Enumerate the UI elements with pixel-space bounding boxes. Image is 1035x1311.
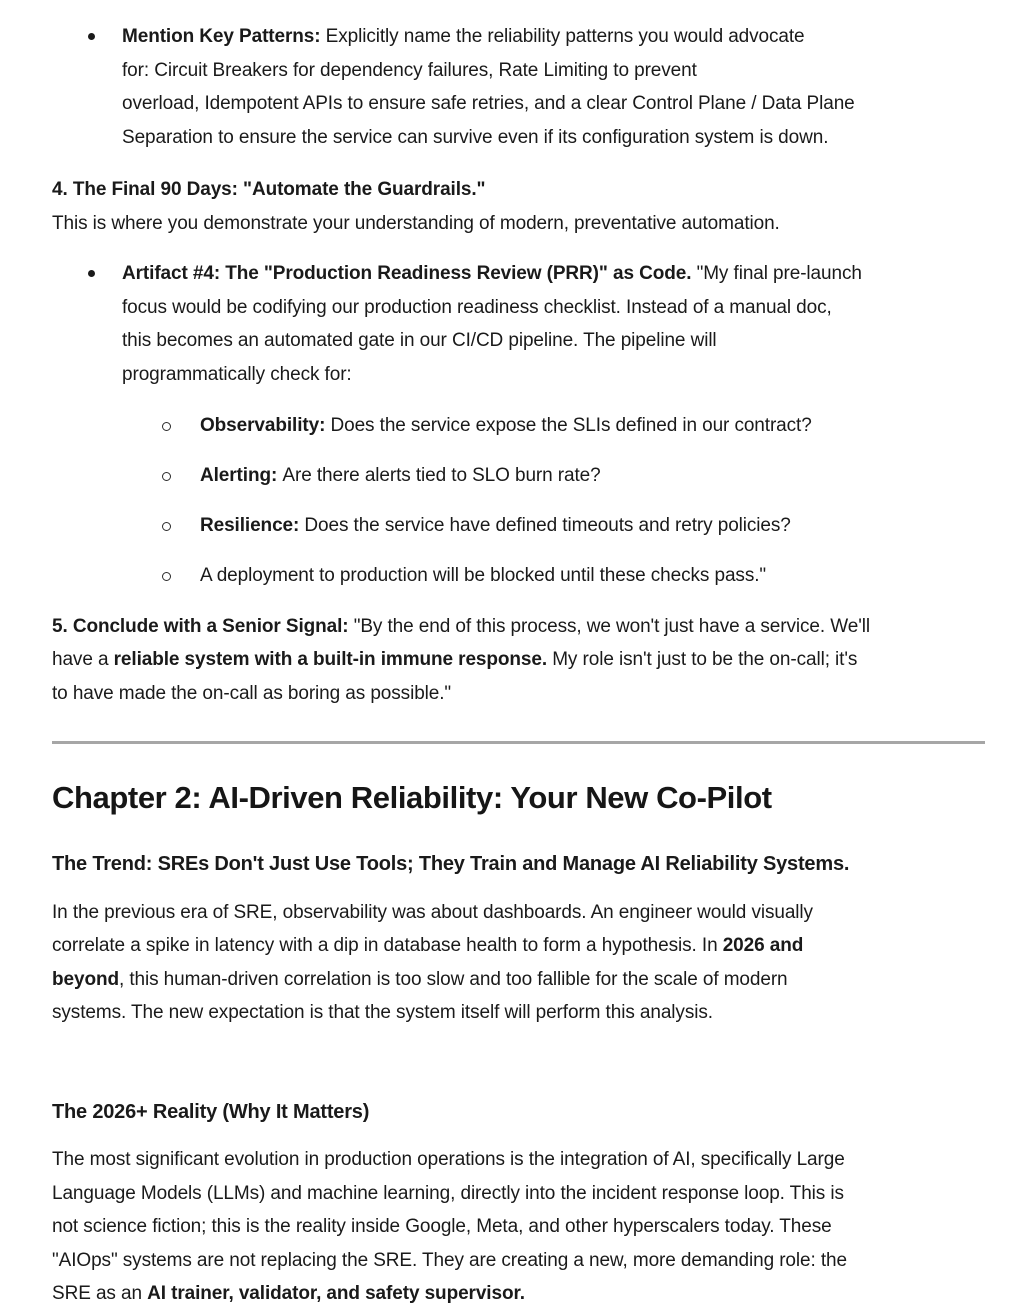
section-4-heading-paragraph: 4. The Final 90 Days: "Automate the Guardrails." This is where you demonstrate your understanding of modern, preventative automation. <box>52 179 780 234</box>
list-item-text: Resilience: Does the service have defined timeouts and retry policies? <box>200 515 791 536</box>
list-item-text: A deployment to production will be blocked until these checks pass." <box>200 565 767 586</box>
section-divider <box>52 741 985 744</box>
list-item-deployment-blocked <box>52 559 985 593</box>
bullet-list-artifact <box>52 257 985 391</box>
bullet-list-patterns <box>52 20 985 154</box>
evolution-paragraph: The most significant evolution in production operations is the integration of AI, specifically Large Language Models (LLMs) and machine learning, directly into the incident response loop. This is not science fiction; this is the reality inside Google, Meta, and other hyperscalers today. These "AIOps" systems are not replacing the SRE. They are creating a new, more demanding role: the SRE as an AI trainer, validator, and safety supervisor. <box>52 1149 847 1304</box>
circle-bullet-icon <box>162 422 171 431</box>
section-5-conclude-paragraph: 5. Conclude with a Senior Signal: "By the end of this process, we won't just have a service. We'll have a reliable system with a built-in immune response. My role isn't just to be the on-call; it's to have made the on-call as boring as possible." <box>52 615 870 704</box>
list-item-text: Observability: Does the service expose the SLIs defined in our contract? <box>200 415 812 436</box>
chapter-2-title: Chapter 2: AI-Driven Reliability: Your New Co-Pilot <box>52 780 772 815</box>
sub-bullet-list-checks <box>52 409 985 593</box>
circle-bullet-icon <box>162 572 171 581</box>
list-item-artifact-4 <box>52 257 985 391</box>
list-item-alerting <box>52 459 985 493</box>
disc-bullet-icon <box>88 33 95 40</box>
previous-era-paragraph: In the previous era of SRE, observability was about dashboards. An engineer would visually correlate a spike in latency with a dip in database health to form a hypothesis. In 2026 and beyond, this human-driven correlation is too slow and too fallible for the scale of modern systems. The new expectation is that the system itself will perform this analysis. <box>52 901 813 1023</box>
list-item-text: Alerting: Are there alerts tied to SLO burn rate? <box>200 465 601 486</box>
trend-subheading: The Trend: SREs Don't Just Use Tools; They Train and Manage AI Reliability Systems. <box>52 853 850 875</box>
list-item-observability <box>52 409 985 443</box>
list-item-text: Artifact #4: The "Production Readiness Review (PRR)" as Code. "My final pre-launch focus would be codifying our production readiness checklist. Instead of a manual doc, this becomes an automated gate in our CI/CD pipeline. The pipeline will programmatically check for: <box>122 263 862 385</box>
list-item-text: Mention Key Patterns: Explicitly name the reliability patterns you would advocate for: Circuit Breakers for dependency failures, Rate Limiting to prevent overload, Idempotent APIs to ensure safe retries, and a clear Control Plane / Data Plane Separation to ensure the service can survive even if its configuration system is down. <box>122 26 855 148</box>
circle-bullet-icon <box>162 522 171 531</box>
list-item-key-patterns <box>52 20 985 154</box>
circle-bullet-icon <box>162 472 171 481</box>
disc-bullet-icon <box>88 270 95 277</box>
reality-subheading: The 2026+ Reality (Why It Matters) <box>52 1100 370 1123</box>
list-item-resilience <box>52 509 985 543</box>
